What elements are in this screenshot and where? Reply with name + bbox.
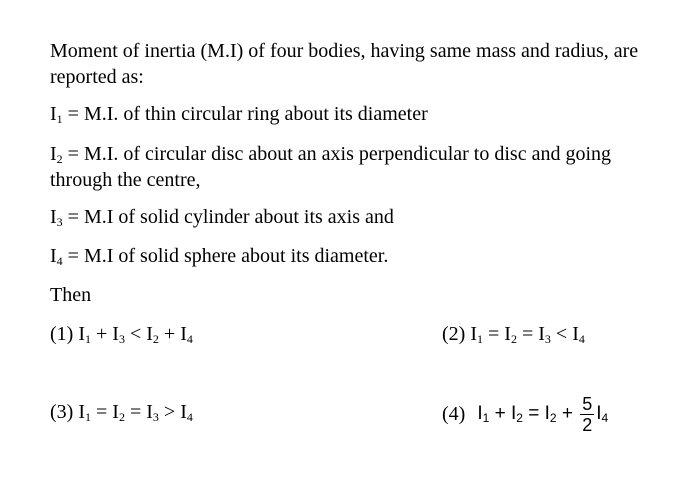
option-4[interactable]	[442, 384, 608, 444]
inertia-term: $I_4$	[596, 403, 609, 425]
definition-i2: $I_2 = M.I$. of circular disc about an axis perpendicular to disc and going through the centre,	[50, 143, 612, 191]
inertia-term: $I_3$	[146, 401, 159, 424]
inertia-term: $I_1$	[477, 403, 490, 425]
operator: +	[489, 403, 511, 424]
inertia-term: $I_1$	[78, 401, 91, 424]
definition-i1: $I_1 = M.I$. of thin circular ring about its diameter	[50, 103, 428, 126]
option-label: (1)	[50, 323, 74, 345]
operator: +	[556, 403, 579, 424]
option-label: (4)	[442, 402, 466, 425]
operator: +	[91, 323, 113, 345]
operator: =	[91, 401, 113, 423]
inertia-term: $I_3$	[538, 323, 551, 346]
inertia-term: $I_3$	[112, 323, 125, 346]
option-expression	[78, 323, 193, 345]
inertia-term: $I_2$	[112, 401, 125, 424]
option-label: (3)	[50, 401, 74, 423]
definition-i3: $I_3 = M.I$ of solid cylinder about its axis and	[50, 206, 394, 229]
inertia-term: $I_4$	[572, 323, 585, 346]
operator: =	[522, 403, 545, 424]
operator: <	[550, 323, 573, 345]
inertia-term: $I_2$	[544, 403, 557, 425]
operator: +	[158, 323, 181, 345]
expression-lhs	[477, 403, 578, 425]
inertia-term: $I_2$	[504, 323, 517, 346]
option-expression	[477, 394, 608, 435]
option-1[interactable]	[50, 322, 193, 346]
inertia-term: $I_1$	[78, 323, 91, 346]
option-2[interactable]	[442, 322, 585, 346]
expression-rhs	[596, 403, 608, 425]
inertia-term: $I_4$	[180, 401, 193, 424]
definition-i4: $I_4 = M.I$ of solid sphere about its diameter.	[50, 245, 389, 268]
fraction-denominator: 2	[582, 414, 593, 435]
operator: >	[158, 401, 181, 423]
operator: =	[483, 323, 505, 345]
fraction-numerator: 5	[582, 393, 593, 414]
inertia-term: $I_2$	[510, 403, 523, 425]
operator: =	[124, 401, 147, 423]
option-expression	[470, 323, 585, 345]
inertia-term: $I_1$	[470, 323, 483, 346]
operator: <	[124, 323, 147, 345]
operator: =	[516, 323, 539, 345]
option-label: (2)	[442, 323, 466, 345]
inertia-term: $I_4$	[180, 323, 193, 346]
option-3[interactable]	[50, 400, 193, 424]
option-expression	[78, 401, 193, 423]
fraction	[580, 394, 594, 435]
question-intro: Moment of inertia (M.I) of four bodies, having same mass and radius, are reported as:	[50, 40, 639, 88]
then-label: Then	[50, 284, 92, 306]
inertia-term: $I_2$	[146, 323, 159, 346]
